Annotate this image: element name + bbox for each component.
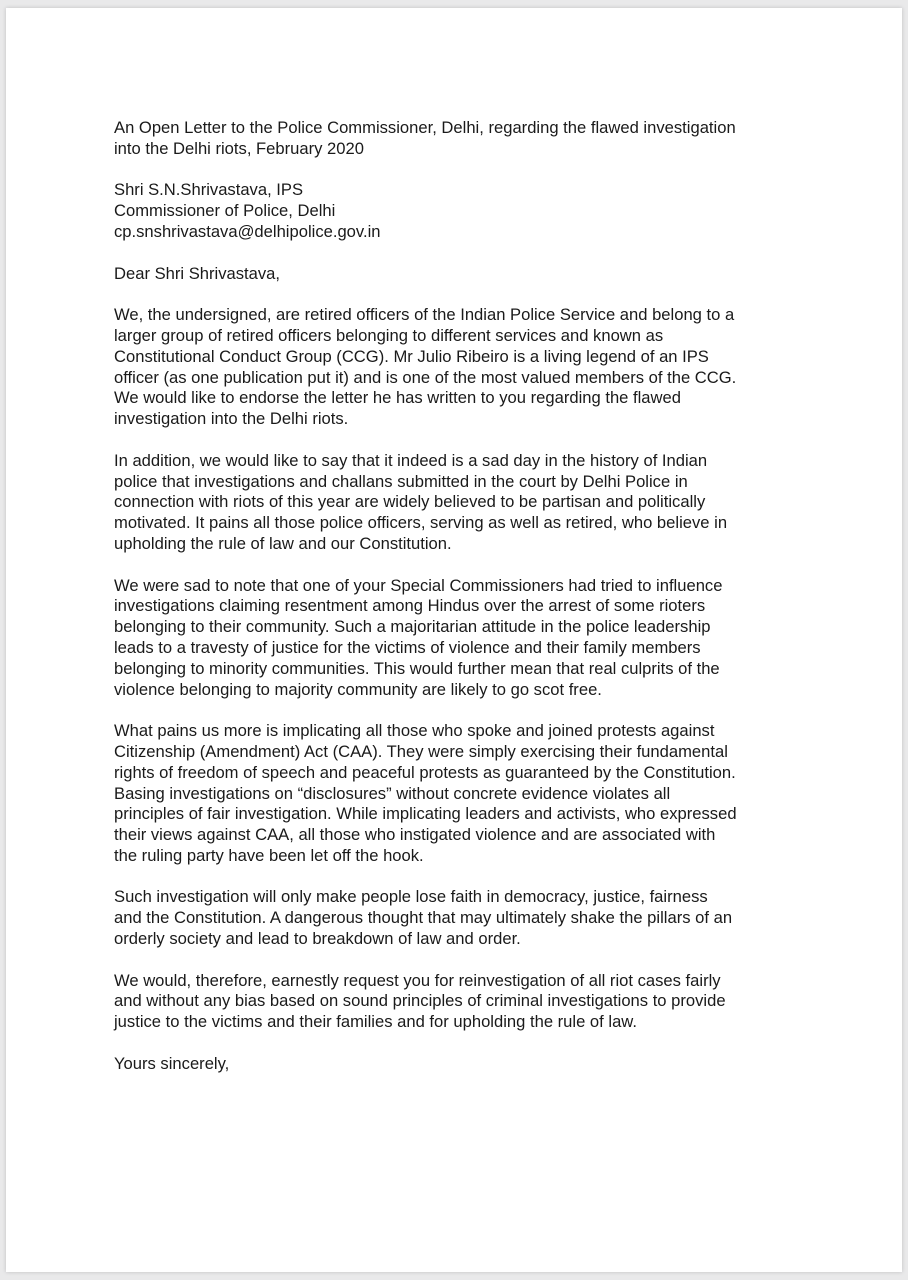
letter-subject bbox=[114, 118, 814, 160]
recipient-address bbox=[114, 180, 814, 242]
paragraph-line: police that investigations and challans submitted in the court by Delhi Police in bbox=[114, 471, 688, 491]
recipient-title: Commissioner of Police, Delhi bbox=[114, 201, 336, 221]
salutation bbox=[114, 264, 814, 285]
recipient-email: cp.snshrivastava@delhipolice.gov.in bbox=[114, 221, 381, 241]
paragraph-line: rights of freedom of speech and peaceful protests as guaranteed by the Constitution. bbox=[114, 762, 736, 782]
letter-body bbox=[114, 118, 814, 1095]
paragraph-line: leads to a travesty of justice for the victims of violence and their family members bbox=[114, 637, 701, 657]
paragraph-line: the ruling party have been let off the hook. bbox=[114, 845, 424, 865]
document-page bbox=[6, 8, 902, 1272]
paragraph-line: upholding the rule of law and our Constitution. bbox=[114, 533, 452, 553]
paragraph-line: motivated. It pains all those police officers, serving as well as retired, who believe in bbox=[114, 513, 728, 533]
paragraph-2 bbox=[114, 451, 814, 555]
paragraph-line: and the Constitution. A dangerous thought that may ultimately shake the pillars of an bbox=[114, 908, 733, 928]
paragraph-line: investigations claiming resentment among Hindus over the arrest of some rioters bbox=[114, 596, 706, 616]
paragraph-line: belonging to minority communities. This would further mean that real culprits of the bbox=[114, 658, 720, 678]
paragraph-6 bbox=[114, 971, 814, 1033]
paragraph-line: Citizenship (Amendment) Act (CAA). They were simply exercising their fundamental bbox=[114, 741, 728, 761]
closing bbox=[114, 1054, 814, 1075]
paragraph-line: In addition, we would like to say that it indeed is a sad day in the history of Indian bbox=[114, 450, 708, 470]
subject-line: An Open Letter to the Police Commissioner, Delhi, regarding the flawed investigation bbox=[114, 118, 736, 137]
paragraph-1 bbox=[114, 305, 814, 430]
paragraph-line: We, the undersigned, are retired officers of the Indian Police Service and belong to a bbox=[114, 305, 735, 325]
paragraph-line: connection with riots of this year are widely believed to be partisan and politically bbox=[114, 492, 706, 512]
paragraph-line: violence belonging to majority community are likely to go scot free. bbox=[114, 679, 602, 699]
paragraph-line: larger group of retired officers belonging to different services and known as bbox=[114, 325, 664, 345]
paragraph-line: and without any bias based on sound principles of criminal investigations to provide bbox=[114, 991, 726, 1011]
paragraph-line: justice to the victims and their families and for upholding the rule of law. bbox=[114, 1012, 637, 1032]
paragraph-line: We were sad to note that one of your Special Commissioners had tried to influence bbox=[114, 575, 723, 595]
paragraph-line: belonging to their community. Such a majoritarian attitude in the police leadership bbox=[114, 617, 711, 637]
paragraph-line: We would like to endorse the letter he has written to you regarding the flawed bbox=[114, 388, 681, 408]
salutation-text: Dear Shri Shrivastava, bbox=[114, 263, 281, 283]
paragraph-5 bbox=[114, 887, 814, 949]
paragraph-line: investigation into the Delhi riots. bbox=[114, 409, 349, 429]
paragraph-4 bbox=[114, 721, 814, 867]
subject-line: into the Delhi riots, February 2020 bbox=[114, 138, 364, 158]
paragraph-line: officer (as one publication put it) and is one of the most valued members of the CCG. bbox=[114, 367, 737, 387]
paragraph-line: orderly society and lead to breakdown of law and order. bbox=[114, 929, 521, 949]
recipient-name: Shri S.N.Shrivastava, IPS bbox=[114, 180, 304, 200]
paragraph-line: Such investigation will only make people lose faith in democracy, justice, fairness bbox=[114, 887, 708, 907]
paragraph-line: principles of fair investigation. While implicating leaders and activists, who expressed bbox=[114, 804, 737, 824]
paragraph-line: their views against CAA, all those who instigated violence and are associated with bbox=[114, 825, 716, 845]
paragraph-line: Basing investigations on “disclosures” without concrete evidence violates all bbox=[114, 783, 671, 803]
closing-text: Yours sincerely, bbox=[114, 1053, 230, 1073]
paragraph-line: Constitutional Conduct Group (CCG). Mr Julio Ribeiro is a living legend of an IPS bbox=[114, 346, 709, 366]
paragraph-line: What pains us more is implicating all those who spoke and joined protests against bbox=[114, 721, 715, 741]
paragraph-3 bbox=[114, 576, 814, 701]
paragraph-line: We would, therefore, earnestly request you for reinvestigation of all riot cases fairly bbox=[114, 970, 721, 990]
